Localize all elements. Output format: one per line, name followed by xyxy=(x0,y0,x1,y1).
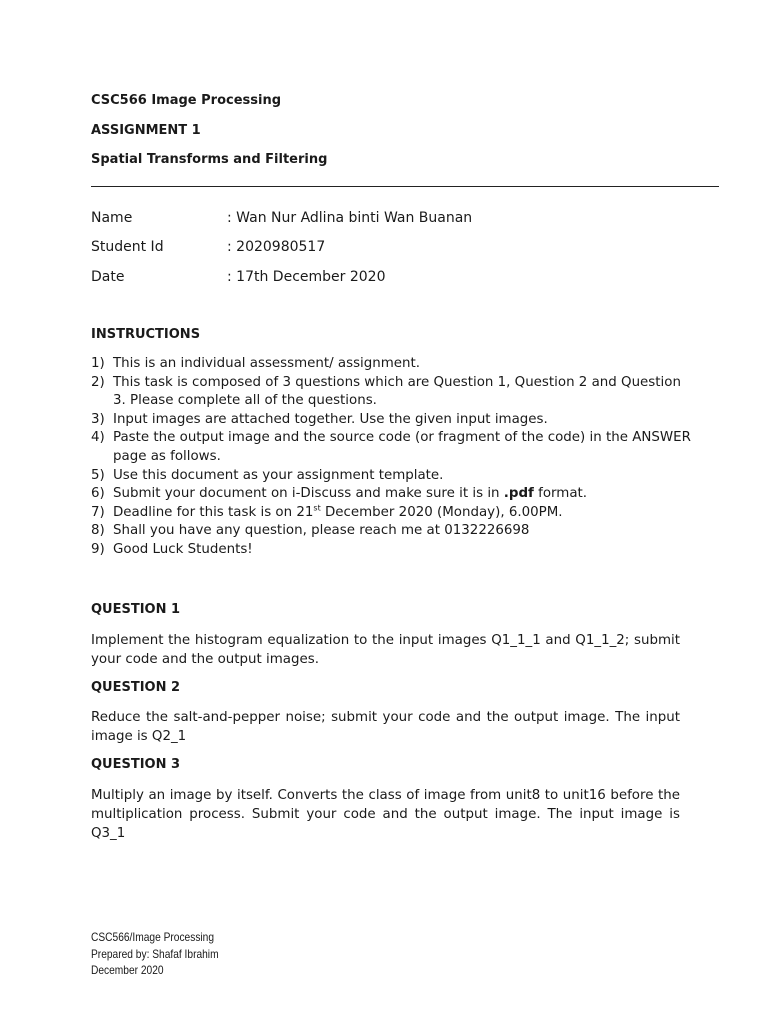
instruction-item: 2) This task is composed of 3 questions which are Question 1, Question 2 and Question 3. Please complete all of the questions. xyxy=(91,374,681,409)
instruction-item: 7) Deadline for this task is on 21st December 2020 (Monday), 6.00PM. xyxy=(91,503,563,520)
question-2-heading: QUESTION 2 xyxy=(91,680,181,695)
date-label: Date xyxy=(91,269,125,285)
question-1-text: Implement the histogram equalization to the input images Q1_1_1 and Q1_1_2; submit your code and the output images. xyxy=(91,633,680,667)
ordinal-suffix: st xyxy=(313,503,321,513)
instruction-item: 4) Paste the output image and the source code (or fragment of the code) in the ANSWER page as follows. xyxy=(91,430,691,464)
footer-author: Prepared by: Shafaf Ibrahim xyxy=(91,946,219,961)
instruction-item: 8) Shall you have any question, please reach me at 0132226698 xyxy=(91,523,530,539)
header-divider xyxy=(91,186,719,187)
course-title: CSC566 Image Processing xyxy=(91,93,282,108)
instructions-list xyxy=(91,355,691,560)
page-footer xyxy=(91,929,219,979)
assignment-title: ASSIGNMENT 1 xyxy=(91,123,201,138)
instruction-item: 9) Good Luck Students! xyxy=(91,541,253,557)
question-2-text: Reduce the salt-and-pepper noise; submit your code and the output image. The input image is Q2_1 xyxy=(91,710,680,744)
name-label: Name xyxy=(91,210,133,226)
footer-date: December 2020 xyxy=(91,963,164,977)
pdf-format-emphasis: .pdf xyxy=(503,486,534,502)
instructions-heading: INSTRUCTIONS xyxy=(91,327,201,342)
instruction-item: 6) Submit your document on i-Discuss and make sure it is in .pdf format. xyxy=(91,486,588,502)
assignment-subtitle: Spatial Transforms and Filtering xyxy=(91,152,328,167)
student-id-label: Student Id xyxy=(91,239,164,255)
footer-course: CSC566/Image Processing xyxy=(91,930,215,944)
instruction-item: 1) This is an individual assessment/ assignment. xyxy=(91,356,421,371)
instruction-item: 5) Use this document as your assignment template. xyxy=(91,467,444,483)
instruction-item: 3) Input images are attached together. Use the given input images. xyxy=(91,411,548,427)
question-1-heading: QUESTION 1 xyxy=(91,602,181,617)
question-3-heading: QUESTION 3 xyxy=(91,757,181,772)
date-value: : 17th December 2020 xyxy=(227,269,386,285)
name-value: : Wan Nur Adlina binti Wan Buanan xyxy=(227,210,473,226)
student-id-value: : 2020980517 xyxy=(227,239,326,255)
question-3-text: Multiply an image by itself. Converts the class of image from unit8 to unit16 before the multiplication process. Submit your code and the output image. The input image is Q3_1 xyxy=(91,788,680,841)
